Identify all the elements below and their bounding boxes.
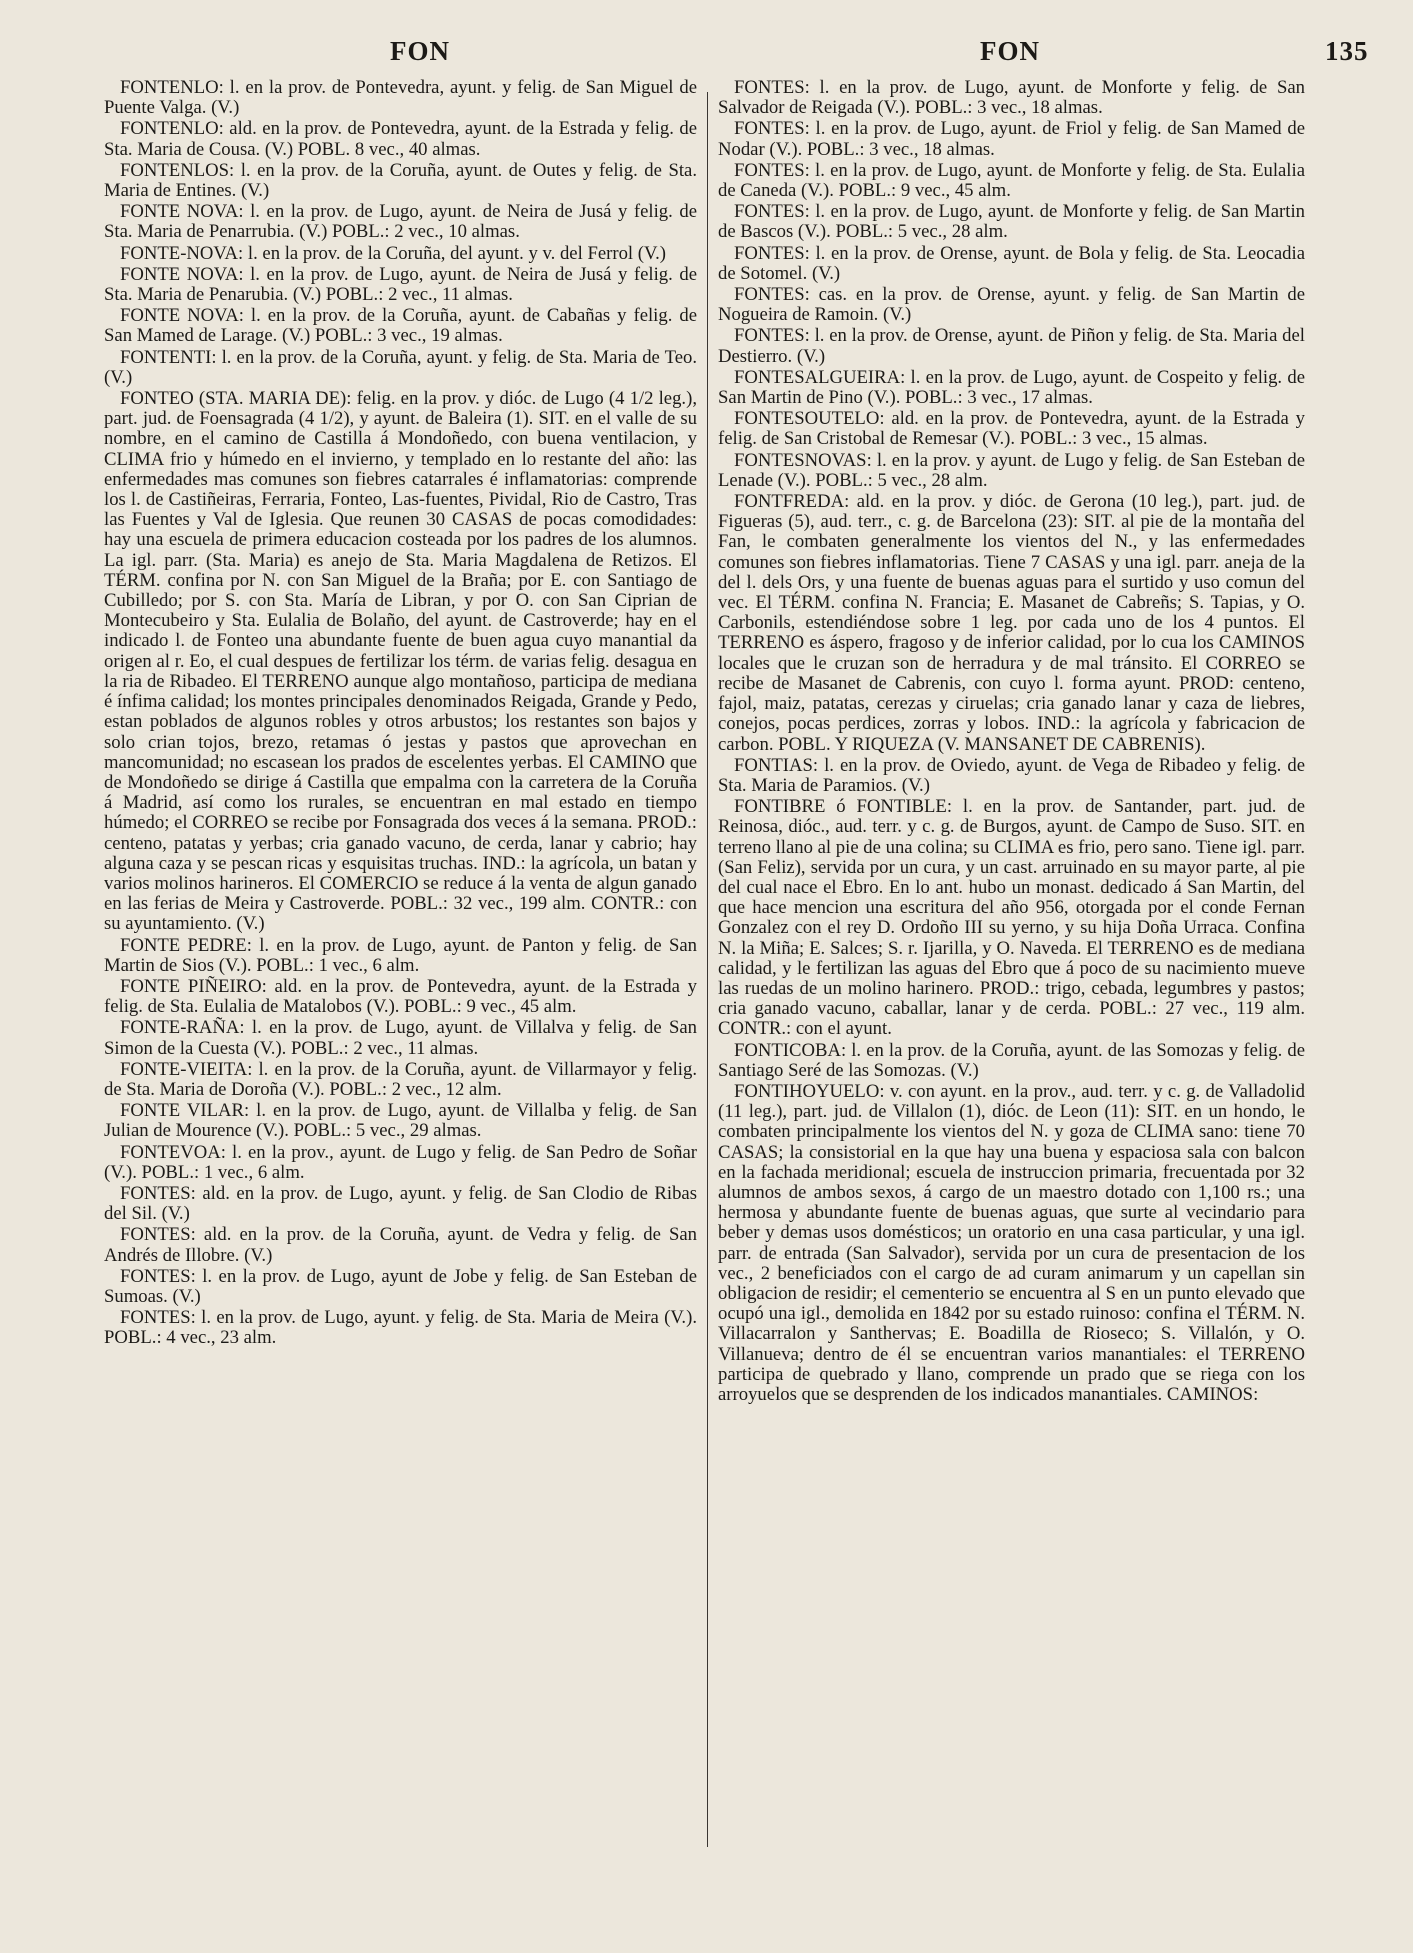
dictionary-entry: FONTENLOS: l. en la prov. de la Coruña, ayunt. de Outes y felig. de Sta. Maria de Entines. (V.) — [104, 159, 697, 202]
page-number: 135 — [1325, 36, 1369, 66]
dictionary-entry: FONTE VILAR: l. en la prov. de Lugo, ayunt. de Villalba y felig. de San Julian de Mourence (V.). POBL.: 5 vec., 29 almas. — [104, 1100, 697, 1142]
right-column — [718, 78, 1305, 1938]
dictionary-entry: FONTE NOVA: l. en la prov. de Lugo, ayunt. de Neira de Jusá y felig. de Sta. Maria de Penarubia. (V.) POBL.: 2 vec., 11 almas. — [104, 263, 697, 306]
dictionary-entry: FONTENLO: l. en la prov. de Pontevedra, ayunt. y felig. de San Miguel de Puente Valga. (V.) — [104, 78, 697, 119]
dictionary-entry: FONTE PEDRE: l. en la prov. de Lugo, ayunt. de Panton y felig. de San Martin de Sios (V.). POBL.: 1 vec., 6 alm. — [104, 934, 697, 976]
dictionary-entry: FONTE-RAÑA: l. en la prov. de Lugo, ayunt. de Villalva y felig. de San Simon de la Cuesta (V.). POBL.: 2 vec., 11 almas. — [104, 1017, 697, 1059]
dictionary-entry: FONTENLO: ald. en la prov. de Pontevedra, ayunt. de la Estrada y felig. de Sta. Maria de Cousa. (V.) POBL. 8 vec., 40 almas. — [104, 118, 697, 160]
dictionary-entry: FONTIBRE ó FONTIBLE: l. en la prov. de Santander, part. jud. de Reinosa, dióc., aud. terr. y c. g. de Burgos, ayunt. de Campo de Suso. SIT. en terreno llano al pie de una colina; su CLIMA es frio, pero sano. Tiene igl. parr. (San Feliz), servida por un cura, y un cast. arruinado en su mayor parte, al pie del cual nace el Ebro. En lo ant. hubo un monast. dedicado á San Martin, del que hace mencion una escritura del año 956, otorgada por el conde Fernan Gonzalez con el rey D. Ordoño III su yerno, y su hija Doña Urraca. Confina N. la Miña; E. Salces; S. r. Ijarilla, y O. Naveda. El TERRENO es de mediana calidad, y le fertilizan las aguas del Ebro que á poco de su nacimiento mueve las ruedas de un molino harinero. PROD.: trigo, cebada, legumbres y pastos; cria ganado vacuno, caballar, lanar y de cerda. POBL.: 27 vec., 119 alm. CONTR.: con el ayunt. — [718, 796, 1305, 1040]
dictionary-entry: FONTESOUTELO: ald. en la prov. de Pontevedra, ayunt. de la Estrada y felig. de San Cristobal de Remesar (V.). POBL.: 3 vec., 15 almas. — [718, 408, 1305, 450]
dictionary-entry: FONTENTI: l. en la prov. de la Coruña, ayunt. y felig. de Sta. Maria de Teo. (V.) — [104, 346, 697, 388]
dictionary-entry: FONTES: l. en la prov. de Orense, ayunt. de Bola y felig. de Sta. Leocadia de Sotomel. (V.) — [718, 242, 1305, 284]
right-running-head: FON — [980, 36, 1040, 66]
dictionary-entry: FONTEVOA: l. en la prov., ayunt. de Lugo y felig. de San Pedro de Soñar (V.). POBL.: 1 vec., 6 alm. — [104, 1141, 697, 1183]
dictionary-entry: FONTES: l. en la prov. de Lugo, ayunt de Jobe y felig. de San Esteban de Sumoas. (V.) — [104, 1265, 697, 1307]
dictionary-entry: FONTIHOYUELO: v. con ayunt. en la prov., aud. terr. y c. g. de Valladolid (11 leg.), part. jud. de Villalon (1), dióc. de Leon (11): SIT. en un hondo, le combaten principalmente los vientos del N. y goza de CLIMA sano: tiene 70 CASAS; la consistorial en la que hay una buena y espaciosa sala con balcon en la fachada meridional; escuela de instruccion primaria, frecuentada por 32 alumnos de ambos sexos, á cargo de un maestro dotado con 1,100 rs.; una hermosa y abundante fuente de buenas aguas, que surte al vecindario para beber y demas usos domésticos; un oratorio en una casa particular, y una igl. parr. de entrada (San Salvador), servida por un cura de presentacion de los vec., 2 beneficiados con el cargo de ad curam animarum y un capellan sin obligacion de residir; el cementerio se encuentra al S en un punto elevado que ocupó una igl., demolida en 1842 por su estado ruinoso: confina el TÉRM. N. Villacarralon y Santhervas; E. Boadilla de Rioseco; S. Villalón, y O. Villanueva; dentro de él se encuentran varios manantiales: el TERRENO participa de quebrado y llano, comprende un prado que se riega con los arroyuelos que se desprenden de los indicados manantiales. CAMINOS: — [718, 1080, 1305, 1405]
dictionary-entry: FONTES: ald. en la prov. de Lugo, ayunt. y felig. de San Clodio de Ribas del Sil. (V.) — [104, 1182, 697, 1225]
dictionary-entry: FONTE-VIEITA: l. en la prov. de la Coruña, ayunt. de Villarmayor y felig. de Sta. Maria de Doroña (V.). POBL.: 2 vec., 12 alm. — [104, 1058, 697, 1100]
dictionary-entry: FONTES: cas. en la prov. de Orense, ayunt. y felig. de San Martin de Nogueira de Ramoin. (V.) — [718, 284, 1305, 326]
column-divider — [707, 92, 708, 1847]
dictionary-entry: FONTE PIÑEIRO: ald. en la prov. de Pontevedra, ayunt. de la Estrada y felig. de Sta. Eulalia de Matalobos (V.). POBL.: 9 vec., 45 alm. — [104, 975, 697, 1018]
left-running-head: FON — [390, 36, 450, 66]
dictionary-entry: FONTES: l. en la prov. de Lugo, ayunt. de Friol y felig. de San Mamed de Nodar (V.). POBL.: 3 vec., 18 almas. — [718, 118, 1305, 160]
dictionary-entry: FONTE NOVA: l. en la prov. de Lugo, ayunt. de Neira de Jusá y felig. de Sta. Maria de Penarrubia. (V.) POBL.: 2 vec., 10 almas. — [104, 201, 697, 243]
dictionary-entry: FONTIAS: l. en la prov. de Oviedo, ayunt. de Vega de Ribadeo y felig. de Sta. Maria de Paramios. (V.) — [718, 754, 1305, 796]
dictionary-entry: FONTESALGUEIRA: l. en la prov. de Lugo, ayunt. de Cospeito y felig. de San Martin de Pino (V.). POBL.: 3 vec., 17 almas. — [718, 366, 1305, 409]
dictionary-entry: FONTES: l. en la prov. de Lugo, ayunt. de Monforte y felig. de San Martin de Bascos (V.). POBL.: 5 vec., 28 alm. — [718, 201, 1305, 243]
dictionary-entry: FONTESNOVAS: l. en la prov. y ayunt. de Lugo y felig. de San Esteban de Lenade (V.). POBL.: 5 vec., 28 alm. — [718, 449, 1305, 491]
dictionary-entry: FONTES: l. en la prov. de Orense, ayunt. de Piñon y felig. de Sta. Maria del Destierro. (V.) — [718, 325, 1305, 367]
dictionary-entry: FONTFREDA: ald. en la prov. y dióc. de Gerona (10 leg.), part. jud. de Figueras (5), aud. terr., c. g. de Barcelona (23): SIT. al pie de la montaña del Fan, le combaten generalmente los vientos del N., y las enfermedades comunes son fiebres inflamatorias. Tiene 7 CASAS y una igl. parr. aneja de la del l. dels Ors, y una fuente de buenas aguas para el surtido y uso comun del vec. El TÉRM. confina N. Francia; E. Masanet de Cabreñs; S. Tapias, y O. Carbonils, estendiéndose sobre 1 leg. por cada uno de los 4 puntos. El TERRENO es áspero, fragoso y de inferior calidad, por lo cua los CAMINOS locales que le cruzan son de herradura y de mal tránsito. El CORREO se recibe de Masanet de Cabrenis, con cuyo l. forma ayunt. PROD: centeno, fajol, maiz, patatas, cerezas y ciruelas; cria ganado lanar y caza de liebres, conejos, pocas perdices, zorras y lobos. IND.: la agrícola y fabricacion de carbon. POBL. Y RIQUEZA (V. MANSANET DE CABRENIS). — [718, 491, 1305, 755]
dictionary-entry: FONTE-NOVA: l. en la prov. de la Coruña, del ayunt. y v. del Ferrol (V.) — [120, 242, 666, 264]
dictionary-entry: FONTES: l. en la prov. de Lugo, ayunt. y felig. de Sta. Maria de Meira (V.). POBL.: 4 vec., 23 alm. — [104, 1307, 697, 1349]
dictionary-entry: FONTEO (STA. MARIA DE): felig. en la prov. y dióc. de Lugo (4 1/2 leg.), part. jud. de Foensagrada (4 1/2), y ayunt. de Baleira (1). SIT. en el valle de su nombre, en el camino de Castilla á Mondoñedo, con buena ventilacion, y CLIMA frio y húmedo en el invierno, y templado en lo restante del año: las enfermedades mas comunes son fiebres catarrales é inflamatorias: comprende los l. de Castiñeiras, Ferraria, Fonteo, Las-fuentes, Pividal, Rio de Castro, Tras las Fuentes y Val de Iglesia. Que reunen 30 CASAS de pocas comodidades: hay una escuela de primera educacion costeada por los padres de los alumnos. La igl. parr. (Sta. Maria) es anejo de Sta. Maria Magdalena de Retizos. El TÉRM. confina por N. con San Miguel de la Braña; por E. con Santiago de Cubilledo; por S. con Sta. María de Libran, y por O. con San Ciprian de Montecubeiro y Sta. Eulalia de Bolaño, del ayunt. de Castroverde; hay en el indicado l. de Fonteo una abundante fuente de buen agua cuyo manantial da origen al r. Eo, el cual despues de fertilizar los térm. de varias felig. desagua en la ria de Ribadeo. El TERRENO aunque algo montañoso, participa de mediana é ínfima calidad; los montes principales denominados Reigada, Grande y Pedo, estan poblados de algunos robles y otros arbustos; los restantes son bajos y solo crian tojos, brezo, retamas ó jestas y pastos que aprovechan en mancomunidad; no escasean los prados de escelentes yerbas. El CAMINO que de Mondoñedo se dirige á Castilla que empalma con la carretera de la Coruña á Madrid, así como los rurales, se encuentran en mal estado en tiempo húmedo; el CORREO se recibe por Fonsagrada dos veces á la semana. PROD.: centeno, patatas y yerbas; cria ganado vacuno, de cerda, lanar y cabrio; hay alguna caza y se pescan ricas y esquisitas truchas. IND.: la agrícola, un batan y varios molinos harineros. El COMERCIO se reduce á la venta de algun ganado en las ferias de Meira y Castroverde. POBL.: 32 vec., 199 alm. CONTR.: con su ayuntamiento. (V.) — [104, 388, 697, 935]
dictionary-entry: FONTE NOVA: l. en la prov. de la Coruña, ayunt. de Cabañas y felig. de San Mamed de Larage. (V.) POBL.: 3 vec., 19 almas. — [104, 305, 697, 347]
dictionary-entry: FONTES: l. en la prov. de Lugo, ayunt. de Monforte y felig. de San Salvador de Reigada (V.). POBL.: 3 vec., 18 almas. — [718, 78, 1305, 119]
dictionary-entry: FONTES: ald. en la prov. de la Coruña, ayunt. de Vedra y felig. de San Andrés de Illobre. (V.) — [104, 1224, 697, 1266]
running-header — [0, 36, 1413, 76]
dictionary-entry: FONTICOBA: l. en la prov. de la Coruña, ayunt. de las Somozas y felig. de Santiago Seré de las Somozas. (V.) — [718, 1039, 1305, 1081]
dictionary-entry: FONTES: l. en la prov. de Lugo, ayunt. de Monforte y felig. de Sta. Eulalia de Caneda (V.). POBL.: 9 vec., 45 alm. — [718, 159, 1305, 202]
left-column — [104, 78, 697, 1938]
